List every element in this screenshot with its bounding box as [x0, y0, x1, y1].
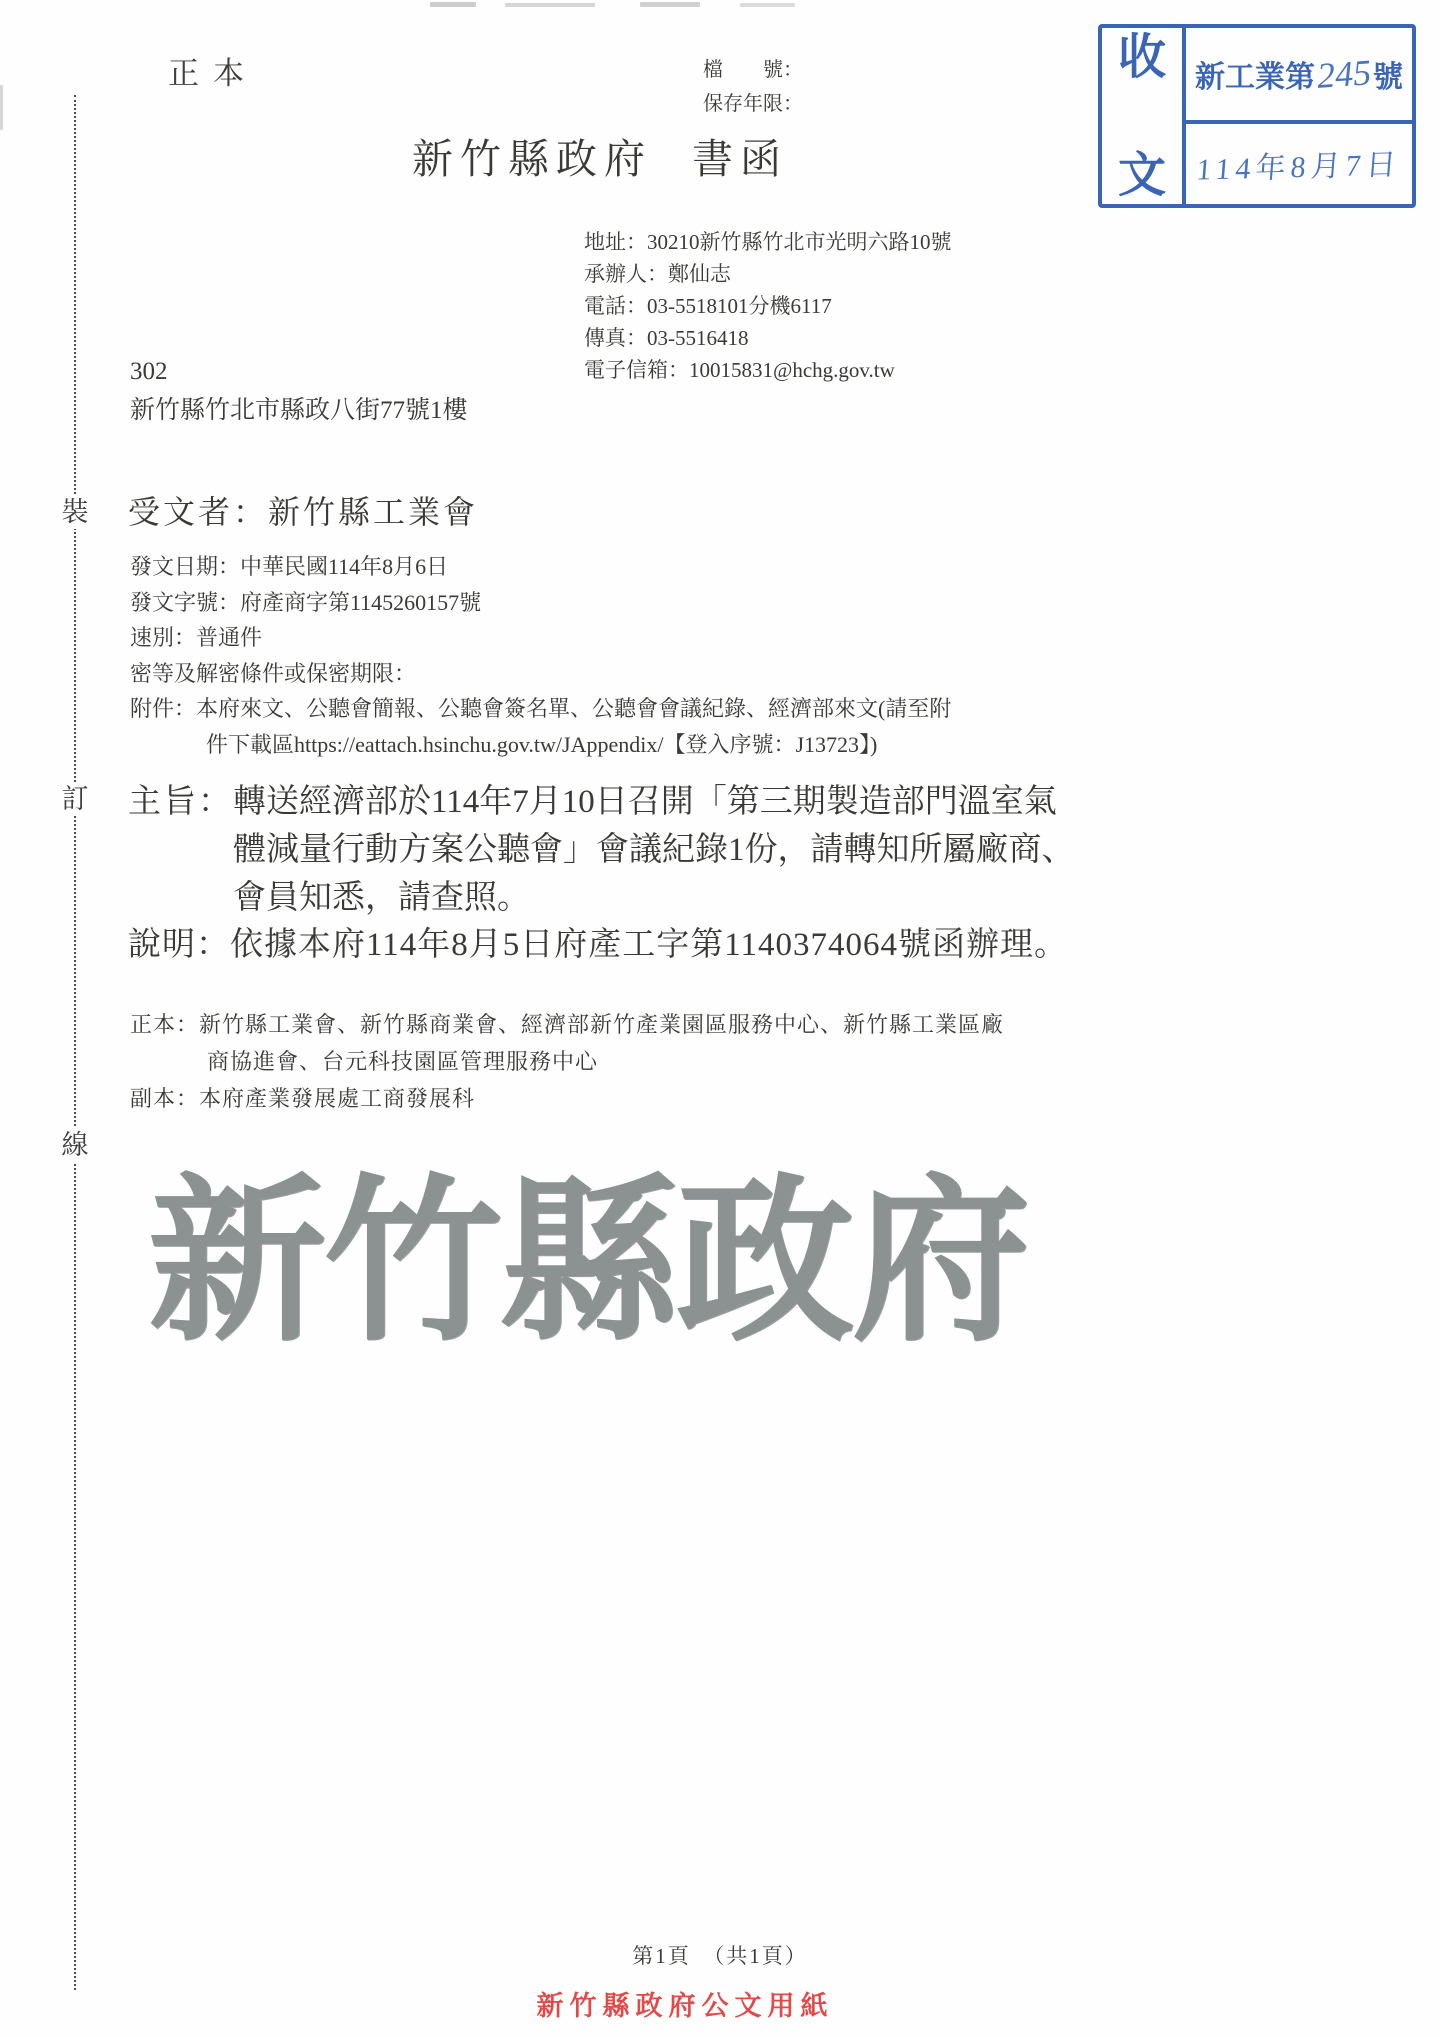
stamp-char-document: 文: [1117, 149, 1166, 202]
document-title: [412, 126, 788, 185]
sender-contact-person: 承辦人：鄭仙志: [584, 262, 731, 286]
file-labels: [703, 53, 803, 121]
subject-block: [128, 778, 1075, 922]
binding-dotted-line: [74, 95, 76, 1990]
attachment-line-2: 件下載區https://eattach.hsinchu.gov.tw/JAppendix/【登入序號：J13723】): [206, 731, 878, 757]
stamp-doc-number: [1186, 28, 1412, 124]
sender-address: 地址：30210新竹縣竹北市光明六路10號: [584, 230, 952, 254]
original-recipients-line-1: 正本：新竹縣工業會、新竹縣商業會、經濟部新竹產業園區服務中心、新竹縣工業區廠: [130, 1012, 1005, 1037]
stamp-received-date: 114年8月7日: [1195, 148, 1403, 187]
scan-artifact: [740, 3, 795, 7]
recipient-zip: 302: [130, 358, 168, 385]
subject-label: 主旨：: [128, 784, 233, 820]
scan-artifact: [430, 2, 476, 7]
original-recipients-line-2: 商協進會、台元科技園區管理服務中心: [207, 1049, 599, 1074]
recipient-street: 新竹縣竹北市縣政八街77號1樓: [130, 397, 468, 424]
stamp-char-receive: 收: [1117, 31, 1166, 84]
sender-email: 電子信箱：10015831@hchg.gov.tw: [584, 358, 895, 382]
scan-artifact: [0, 85, 3, 130]
official-paper-footer: 新竹縣政府公文用紙: [536, 1991, 834, 2021]
receipt-stamp-label: [1102, 28, 1186, 204]
distribution-block: [130, 1006, 1004, 1117]
security-line: 密等及解密條件或保密期限：: [130, 660, 417, 686]
recipient-address-block: [130, 352, 468, 430]
receipt-stamp-fields: [1186, 28, 1412, 204]
subject-text-line-2: 體減量行動方案公聽會」會議紀錄1份，請轉知所屬廠商、: [233, 832, 1075, 868]
agency-watermark: 新竹縣政府: [148, 1164, 1028, 1362]
issue-number-line: 發文字號：府產商字第1145260157號: [130, 589, 482, 615]
sender-phone: 電話：03-5518101分機6117: [584, 294, 832, 318]
explanation-line: 說明：依據本府114年8月5日府產工字第1140374064號函辦理。: [128, 927, 1069, 963]
document-title-org: 新竹縣政府: [412, 136, 652, 182]
page-number-footer: 第1頁 （共1頁）: [632, 1944, 808, 1968]
document-meta-block: [130, 549, 951, 762]
subject-text-line-3: 會員知悉，請查照。: [233, 880, 530, 916]
issue-date-line: 發文日期：中華民國114年8月6日: [130, 554, 449, 579]
receipt-stamp: [1098, 24, 1416, 208]
stamp-doc-number-suffix: 號: [1373, 61, 1403, 94]
sender-contact-block: [584, 226, 952, 386]
file-no-label: 檔 號：: [703, 59, 803, 81]
speed-line: 速別：普通件: [130, 625, 263, 650]
sender-fax: 傳真：03-5516418: [584, 326, 749, 350]
binding-mark-zhuang: 裝: [57, 495, 93, 529]
binding-mark-xian: 線: [57, 1128, 93, 1162]
subject-text: [233, 778, 1075, 922]
stamp-doc-number-prefix: 新工業第: [1195, 61, 1315, 94]
scan-artifact: [640, 2, 700, 7]
copy-recipients-line: 副本：本府產業發展處工商發展科: [130, 1086, 476, 1111]
subject-text-line-1: 轉送經濟部於114年7月10日召開「第三期製造部門溫室氣: [233, 784, 1057, 820]
retention-label: 保存年限：: [703, 93, 803, 115]
stamp-doc-number-handwritten: 245: [1315, 52, 1373, 96]
copy-type-label: 正本: [168, 56, 258, 91]
scan-artifact: [505, 3, 595, 7]
binding-mark-ding: 訂: [57, 782, 93, 816]
attachment-line-1: 附件：本府來文、公聽會簡報、公聽會簽名單、公聽會會議紀錄、經濟部來文(請至附: [130, 696, 952, 721]
addressee-line: 受文者：新竹縣工業會: [128, 494, 479, 530]
document-title-doctype: 書函: [692, 136, 788, 182]
